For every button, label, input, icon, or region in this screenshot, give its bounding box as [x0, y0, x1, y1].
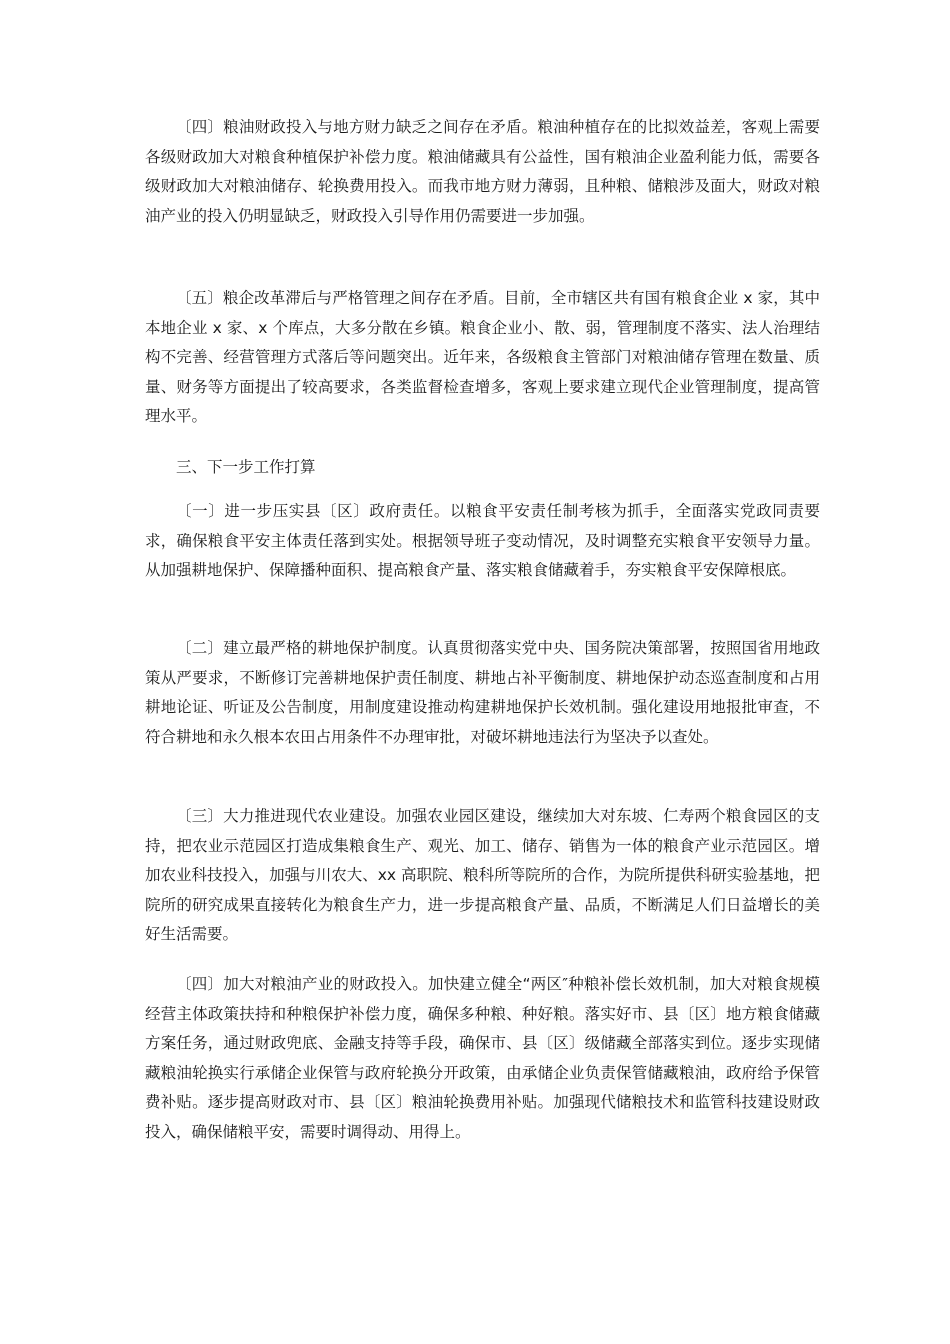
paragraph-modern-agriculture: 〔三〕大力推进现代农业建设。加强农业园区建设，继续加大对东坡、仁寿两个粮食园区的支持，把农业示范园区打造成集粮食生产、观光、加工、储存、销售为一体的粮食产业示范园区。增加农业科技投入，加强与川农大、xx 高职院、粮科所等院所的合作，为院所提供科研实验基地，把院所的研究成果直接转化为粮食生产力，进一步提高粮食产量、品质，不断满足人们日益增长的美好生活需要。: [145, 807, 820, 944]
paragraph-fiscal-investment-plan: 〔四〕加大对粮油产业的财政投入。加快建立健全“两区″种粮补偿长效机制，加大对粮食规模经营主体政策扶持和种粮保护补偿力度，确保多种粮、种好粮。落实好市、县〔区〕地方粮食储藏方案任务，通过财政兜底、金融支持等手段，确保市、县〔区〕级储藏全部落实到位。逐步实现储藏粮油轮换实行承储企业保管与政府轮换分开政策，由承储企业负责保管储藏粮油，政府给予保管费补贴。逐步提高财政对市、县〔区〕粮油轮换费用补贴。加强现代储粮技术和监管科技建设财政投入，确保储粮平安，需要时调得动、用得上。: [145, 975, 820, 1141]
paragraph-farmland-protection: 〔二〕建立最严格的耕地保护制度。认真贯彻落实党中央、国务院决策部署，按照国省用地政策从严要求，不断修订完善耕地保护责任制度、耕地占补平衡制度、耕地保护动态巡查制度和占用耕地论证、听证及公告制度，用制度建设推动构建耕地保护长效机制。强化建设用地报批审查，不符合耕地和永久根本农田占用条件不办理审批，对破坏耕地违法行为坚决予以查处。: [145, 639, 820, 746]
section-heading-next-steps: 三、下一步工作打算: [176, 458, 316, 476]
paragraph-enterprise-reform-contradiction: 〔五〕粮企改革滞后与严格管理之间存在矛盾。目前，全市辖区共有国有粮食企业 x 家，其中本地企业 x 家、x 个库点，大多分散在乡镇。粮食企业小、散、弱，管理制度不落实、法人治理结构不完善、经营管理方式落后等问题突出。近年来，各级粮食主管部门对粮油储存管理在数量、质量、财务等方面提出了较高要求，各类监督检查增多，客观上要求建立现代企业管理制度，提高管理水平。: [145, 289, 820, 426]
paragraph-fiscal-investment-contradiction: 〔四〕粮油财政投入与地方财力缺乏之间存在矛盾。粮油种植存在的比拟效益差，客观上需要各级财政加大对粮食种植保护补偿力度。粮油储藏具有公益性，国有粮油企业盈利能力低，需要各级财政加大对粮油储存、轮换费用投入。而我市地方财力薄弱，且种粮、储粮涉及面大，财政对粮油产业的投入仍明显缺乏，财政投入引导作用仍需要进一步加强。: [145, 118, 820, 225]
paragraph-government-responsibility: 〔一〕进一步压实县〔区〕政府责任。以粮食平安责任制考核为抓手，全面落实党政同责要求，确保粮食平安主体责任落到实处。根据领导班子变动情况，及时调整充实粮食平安领导力量。从加强耕地保护、保障播种面积、提高粮食产量、落实粮食储藏着手，夯实粮食平安保障根底。: [145, 502, 820, 580]
